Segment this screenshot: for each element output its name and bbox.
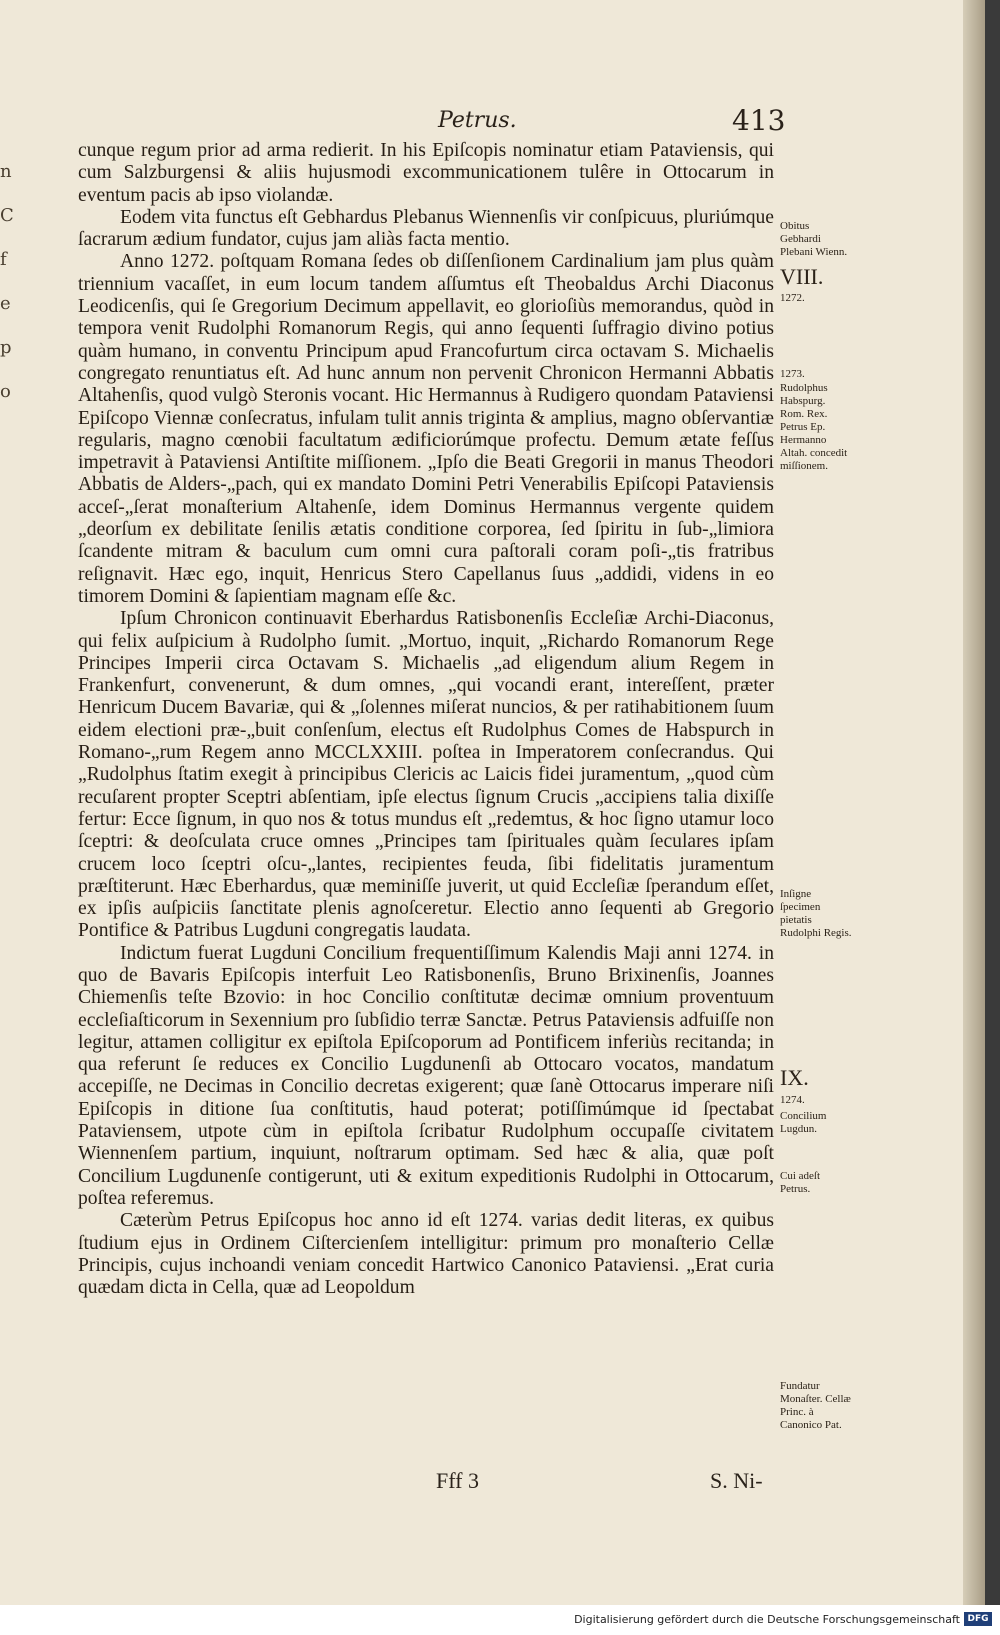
- paragraph: Cæterùm Petrus Epiſcopus hoc anno id eſt 1274. varias dedit literas, ex quibus ſtudium ejus in Ordinem Ciſtercienſem intelligitur: primum pro monaſterio Cellæ Principis, cujus inchoandi veniam concedit Hartwico Canonico Pataviensi. „Erat curia quædam dicta in Cella, quæ ad Leopoldum: [78, 1210, 774, 1299]
- margin-note-year: 1272.: [780, 292, 805, 304]
- funding-credit: Digitalisierung gefördert durch die Deutsche Forschungsgemeinschaft: [574, 1613, 960, 1626]
- digitization-footer: [0, 1605, 1000, 1635]
- dfg-logo: DFG: [964, 1612, 992, 1626]
- page-edge-shadow: [963, 0, 985, 1605]
- paragraph: Ipſum Chronicon continuavit Eberhardus Ratisbonenſis Eccleſiæ Archi-Diaconus, qui felix auſpicium à Rudolpho ſumit. „Mortuo, inquit, „Richardo Romanorum Rege Principes Imperii circa Octavam S. Michaelis „ad eligendum alium Regem in Frankenfurt, convenerunt, & dum omnes, „qui vocandi erant, intereſſent, præter Henricum Ducem Bavariæ, qui & „ſolennes miſerat nuncios, & per ratihabitionem ſuum eidem electioni præ-„buit conſenſum, electus eſt Rudolphus Comes de Habspurch in Romano-„rum Regem anno MCCLXXIII. poſtea in Imperatorem conſecrandus. Qui „Rudolphus ſtatim exegit à principibus Clericis ac Laicis fidei juramentum, „quod cùm recuſarent propter Sceptri abſentiam, ipſe electus ſignum Crucis „accipiens talia dixiſſe fertur: Ecce ſignum, in quo nos & totus mundus eſt „redemtus, & hoc ſigno utamur loco ſceptri: & deoſculata cruce omnes „Principes tam ſpirituales quàm ſeculares ipſam crucem loco ſceptri oſcu-„lantes, recipientes feuda, ſibi fidelitatis juramentum præſtiterunt. Hæc Eberhardus, quæ meminiſſe juverit, ut quid Eccleſiæ ſperandum eſſet, ex ipſis auſpiciis ſanctitate plenis agnoſceretur. Electio anno ſequenti ab Gregorio Pontifice & Patribus Lugduni congregatis laudata.: [78, 608, 774, 942]
- paragraph: Indictum fuerat Lugduni Concilium frequentiſſimum Kalendis Maji anni 1274. in quo de Bavaris Epiſcopis interfuit Leo Ratisbonenſis, Bruno Brixinenſis, Joannes Chiemenſis teſte Bzovio: in hoc Concilio conſtitutæ decimæ omnium proventuum eccleſiaſticorum in Sexennium pro ſubſidio terræ Sanctæ. Petrus Pataviensis adfuiſſe non legitur, attamen colligitur ex epiſtola Epiſcoporum ad Pontificem inferiùs recitanda; in qua referunt ſe reduces ex Concilio Lugdunenſi ab Ottocaro vocatos, mandatum accepiſſe, ne Decimas in Concilio decretas exigerent; quæ ſanè Ottocarus imperare niſi Epiſcopis in ditione ſua conſtitutis, haud poterat; potiſſimúmque id ſpectabat Pataviensem, utpote cùm in epiſtola ſcribatur Rudolphum occupaſſe civitatem Wiennenſem partium, inquiunt, noſtrarum optimam. Sed hæc & alia, quæ poſt Concilium Lugdunenſe contigerunt, uti & exitum expeditionis Rudolphi in Ottocarum, poſtea referemus.: [78, 942, 774, 1209]
- running-title: Petrus.: [438, 108, 517, 133]
- margin-note: Inſigne ſpecimen pietatis Rudolphi Regis.: [780, 888, 852, 939]
- running-header: [78, 104, 786, 144]
- margin-note-roman: VIII.: [780, 264, 824, 289]
- fragment-char: e: [0, 293, 11, 314]
- fragment-char: f: [0, 249, 7, 270]
- margin-note-year: 1274.: [780, 1094, 805, 1106]
- paragraph: cunque regum prior ad arma redierit. In his Epiſcopis nominatur etiam Pataviensis, qui cum Salzburgensi & aliis hujusmodi excommunicationem tulêre in Ottocarum in eventum pacis ab ipso violandæ.: [78, 140, 774, 206]
- margin-note: Obitus Gebhardi Plebani Wienn.: [780, 220, 848, 258]
- margin-note: Fundatur Monaſter. Cellæ Princ. à Canonico Pat.: [780, 1380, 851, 1431]
- main-text-column: [78, 140, 774, 1299]
- margin-note: Rudolphus Habspurg. Rom. Rex. Petrus Ep. Hermanno Altah. concedit miſſionem.: [780, 382, 848, 472]
- margin-note-year: 1273.: [780, 368, 805, 380]
- fragment-char: C: [0, 205, 14, 226]
- paragraph: Anno 1272. poſtquam Romana ſedes ob diſſenſionem Cardinalium jam plus quàm triennium vacaſſet, in eum locum tandem aſſumtus eſt Theobaldus Archi Diaconus Leodicenſis, qui ſe Gregorium Decimum appellavit, eo glorioſiùs memorandus, quòd in tempora venit Rudolphi Romanorum Regis, qui anno ſequenti ſuffragio divino potius quàm humano, in conventu Principum apud Francofurtum circa octavam S. Michaelis congregato renuntiatus eſt. Ad hunc annum non pervenit Chronicon Hermanni Abbatis Altahenſis, quod vulgò Steronis vocant. Hic Hermannus à Rudigero quondam Pataviensi Epiſcopo Viennæ conſecratus, infulam tulit annis triginta & amplius, magno obſervantiæ regularis, magno cœnobii facultatum ædificiorúmque profectu. Demum ætate feſſus impetravit à Pataviensi Antiſtite miſſionem. „Ipſo die Beati Gregorii in manus Theodori Abbatis de Alders-„pach, qui ex mandato Domini Petri Venerabilis Epiſcopi Pataviensis acceſ-„ſerat monaſterium Altahenſe, idem Dominus Hermannus vergente quidem „deorſum ex debilitate ſenilis ætatis conditione corporea, ſed ſpiritu in ſub-„limiora ſcandente mitram & baculum cum omni cura paſtorali coram poſi-„tis fratribus reſignavit. Hæc ego, inquit, Henricus Stero Capellanus ſuus „addidi, videns in eo timorem Domini & ſapientiam magnam eſſe &c.: [78, 251, 774, 607]
- margin-note-roman: IX.: [780, 1065, 809, 1090]
- paragraph: Eodem vita functus eſt Gebhardus Plebanus Wiennenſis vir conſpicuus, pluriúmque ſacrarum ædium fundator, cujus jam aliàs facta mentio.: [78, 206, 774, 251]
- fragment-char: p: [0, 337, 12, 358]
- margin-note: Concilium Lugdun.: [780, 1110, 827, 1135]
- facing-page-fragment: [0, 150, 16, 414]
- signature-mark: Fff 3: [436, 1468, 479, 1493]
- fragment-char: n: [0, 161, 12, 182]
- margin-note: Cui adeſt Petrus.: [780, 1170, 821, 1195]
- page-number: 413: [732, 104, 786, 137]
- fragment-char: o: [0, 381, 11, 402]
- catchword: S. Ni-: [710, 1468, 763, 1493]
